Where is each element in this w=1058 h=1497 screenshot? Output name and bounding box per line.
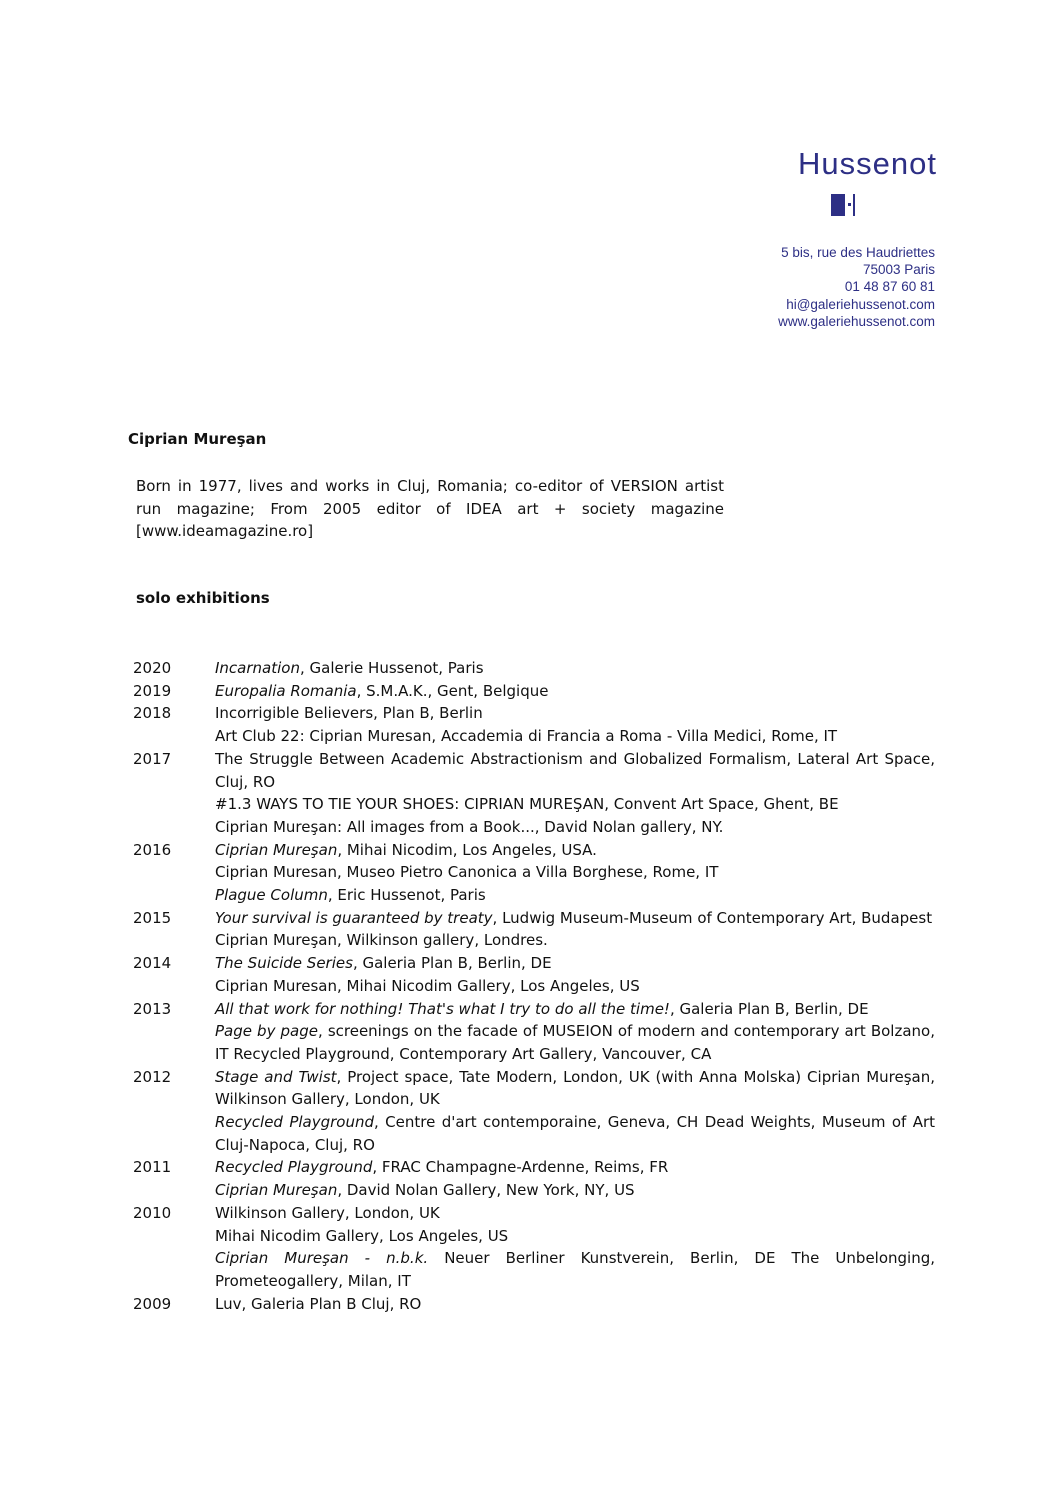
exhibition-title: The Suicide Series — [215, 954, 353, 973]
exhibition-title: Incarnation — [215, 659, 300, 677]
exhibition-year-group — [0, 998, 1058, 1066]
exhibition-year-group — [0, 702, 1058, 747]
exhibition-entry: Art Club 22: Ciprian Muresan, Accademia di Francia a Roma - Villa Medici, Rome, IT — [215, 727, 838, 746]
exhibition-entry: The Suicide Series, Galeria Plan B, Berlin, DE — [215, 954, 552, 973]
exhibition-entry: The Struggle Between Academic Abstractionism and Globalized Formalism, Lateral Art Space, Cluj, RO — [215, 749, 935, 791]
artist-name: Ciprian Mureşan — [128, 430, 267, 448]
exhibition-entry: Ciprian Muresan, Mihai Nicodim Gallery, Los Angeles, US — [215, 976, 640, 995]
exhibition-entry: Wilkinson Gallery, London, UK — [215, 1203, 440, 1222]
exhibition-title: Europalia Romania — [215, 681, 357, 700]
artist-bio: Born in 1977, lives and works in Cluj, Romania; co-editor of VERSION artist run magazine; From 2005 editor of IDEA art + society magazine [www.ideamagazine.ro] — [136, 477, 724, 540]
exhibition-entry: Page by page, screenings on the facade of MUSEION of modern and contemporary art Bolzano, IT Recycled Playground, Contemporary Art Gallery, Vancouver, CA — [215, 1022, 935, 1063]
exhibition-entry: Ciprian Mureşan, Mihai Nicodim, Los Angeles, USA. — [215, 840, 597, 859]
exhibition-entry: Recycled Playground, FRAC Champagne-Ardenne, Reims, FR — [215, 1158, 669, 1177]
exhibition-year: 2012 — [133, 1067, 172, 1086]
website-link[interactable]: www.galeriehussenot.com — [778, 313, 935, 329]
exhibition-entry: Mihai Nicodim Gallery, Los Angeles, US — [215, 1226, 509, 1245]
exhibition-title: Ciprian Mureşan - n.b.k. — [215, 1249, 429, 1268]
logo-door-icon — [831, 194, 857, 216]
exhibition-entry: Ciprian Mureşan - n.b.k. Neuer Berliner Kunstverein, Berlin, DE The Unbelonging, Prometeogallery, Milan, IT — [215, 1249, 936, 1290]
exhibition-list — [0, 657, 1058, 1315]
exhibition-year: 2014 — [133, 954, 172, 973]
section-title: solo exhibitions — [136, 589, 270, 607]
exhibition-title: Recycled Playground — [215, 1158, 373, 1177]
exhibition-year-group — [0, 1066, 1058, 1157]
exhibition-entry: All that work for nothing! That's what I try to do all the time!, Galeria Plan B, Berlin, DE — [215, 999, 869, 1018]
exhibition-year: 2009 — [133, 1294, 172, 1313]
exhibition-year-group — [0, 657, 1058, 680]
exhibition-entry: Ciprian Mureşan: All images from a Book..., David Nolan gallery, NY. — [215, 817, 724, 836]
address-line: 75003 Paris — [862, 262, 935, 278]
exhibition-year: 2020 — [133, 659, 172, 677]
exhibition-year-group — [0, 907, 1058, 952]
exhibition-title: Ciprian Mureşan — [215, 840, 338, 859]
exhibition-title: Page by page — [215, 1022, 318, 1041]
exhibition-title: Recycled Playground — [215, 1113, 375, 1132]
exhibition-year: 2016 — [133, 840, 172, 859]
gallery-address — [778, 244, 935, 330]
exhibition-entry: Ciprian Mureşan, Wilkinson gallery, Londres. — [215, 931, 548, 950]
exhibition-title: All that work for nothing! That's what I try to do all the time! — [215, 999, 670, 1018]
exhibition-title: Stage and Twist — [215, 1067, 337, 1086]
exhibition-year-group — [0, 952, 1058, 997]
exhibition-year: 2019 — [133, 681, 172, 700]
exhibition-year-group — [0, 839, 1058, 907]
exhibition-title: Ciprian Mureşan — [215, 1181, 338, 1200]
exhibition-entry: Plague Column, Eric Hussenot, Paris — [215, 886, 486, 905]
email-link[interactable]: hi@galeriehussenot.com — [786, 296, 935, 312]
exhibition-entry: Europalia Romania, S.M.A.K., Gent, Belgique — [215, 681, 549, 700]
phone-number: 01 48 87 60 81 — [844, 279, 935, 295]
exhibition-year: 2010 — [133, 1203, 172, 1222]
address-line: 5 bis, rue des Haudriettes — [781, 245, 935, 260]
exhibition-entry: Ciprian Mureşan, David Nolan Gallery, New York, NY, US — [215, 1181, 635, 1200]
exhibition-entry: #1.3 WAYS TO TIE YOUR SHOES: CIPRIAN MUREŞAN, Convent Art Space, Ghent, BE — [215, 795, 839, 814]
exhibition-year-group — [0, 680, 1058, 703]
exhibition-year: 2015 — [133, 908, 172, 927]
exhibition-year: 2011 — [133, 1158, 172, 1177]
gallery-logo: Hussenot — [798, 146, 937, 181]
exhibition-title: Plague Column — [215, 886, 328, 905]
exhibition-entry: Recycled Playground, Centre d'art contemporaine, Geneva, CH Dead Weights, Museum of Art Cluj-Napoca, Cluj, RO — [215, 1113, 935, 1154]
exhibition-entry: Luv, Galeria Plan B Cluj, RO — [215, 1294, 422, 1313]
exhibition-year-group — [0, 1156, 1058, 1201]
exhibition-year-group — [0, 1202, 1058, 1293]
exhibition-entry: Incorrigible Believers, Plan B, Berlin — [215, 704, 483, 723]
exhibition-entry: Your survival is guaranteed by treaty, Ludwig Museum-Museum of Contemporary Art, Budapest — [215, 908, 933, 927]
exhibition-year: 2013 — [133, 999, 172, 1018]
exhibition-entry: Incarnation, Galerie Hussenot, Paris — [215, 659, 484, 677]
exhibition-title: Your survival is guaranteed by treaty — [215, 908, 493, 927]
exhibition-year-group — [0, 748, 1058, 839]
exhibition-entry: Ciprian Muresan, Museo Pietro Canonica a Villa Borghese, Rome, IT — [215, 863, 719, 882]
exhibition-year: 2018 — [133, 704, 172, 723]
exhibition-year: 2017 — [133, 749, 172, 768]
exhibition-year-group — [0, 1293, 1058, 1316]
exhibition-entry: Stage and Twist, Project space, Tate Modern, London, UK (with Anna Molska) Ciprian Mureşan, Wilkinson Gallery, London, UK — [215, 1067, 935, 1109]
